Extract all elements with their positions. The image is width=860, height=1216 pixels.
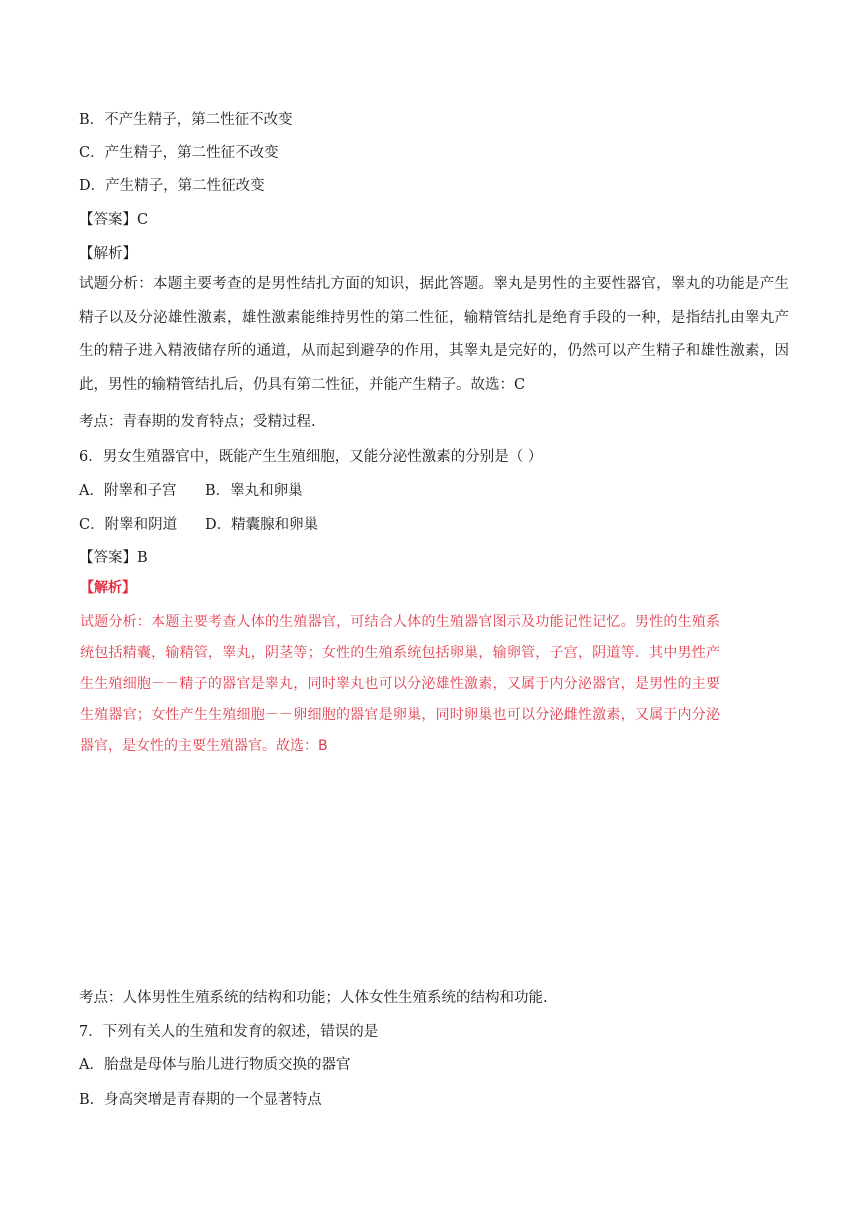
q5-option-d: D．产生精子，第二性征改变 xyxy=(79,178,265,194)
q6-options-row-2 xyxy=(79,514,319,536)
q5-kaodian: 考点：青春期的发育特点；受精过程. xyxy=(79,414,316,430)
q7-stem: 7．下列有关人的生殖和发育的叙述，错误的是 xyxy=(79,1024,379,1040)
q6-answer: 【答案】B xyxy=(79,550,148,566)
q5-analysis-text: 试题分析：本题主要考查的是男性结扎方面的知识，据此答题。睾丸是男性的主要性器官，睾丸的功能是产生精子以及分泌雄性激素，雄性激素能维持男性的第二性征，输精管结扎是绝育手段的一种，是指结扎由睾丸产生的精子进入精液储存所的通道，从而起到避孕的作用，其睾丸是完好的，仍然可以产生精子和雄性激素，因此，男性的输精管结扎后，仍具有第二性征，并能产生精子。故选：C xyxy=(79,276,789,393)
q5-option-c: C．产生精子，第二性征不改变 xyxy=(79,145,279,161)
q5-answer: 【答案】C xyxy=(79,212,149,228)
q6-options-row-1 xyxy=(79,480,303,502)
q6-analysis-title: 【解析】 xyxy=(80,580,136,596)
q5-option-b: B．不产生精子，第二性征不改变 xyxy=(79,112,293,128)
q6-option-c: C．附睾和阴道 xyxy=(79,517,178,533)
q7-option-a: A．胎盘是母体与胎儿进行物质交换的器官 xyxy=(79,1057,351,1073)
q6-kaodian: 考点：人体男性生殖系统的结构和功能；人体女性生殖系统的结构和功能. xyxy=(79,990,548,1006)
q6-stem: 6．男女生殖器官中，既能产生生殖细胞，又能分泌性激素的分别是（ ） xyxy=(79,449,543,465)
q6-option-a: A．附睾和子宫 xyxy=(79,483,177,499)
q7-option-b: B．身高突增是青春期的一个显著特点 xyxy=(79,1092,322,1108)
q6-option-d: D．精囊腺和卵巢 xyxy=(205,517,319,533)
q6-option-b: B．睾丸和卵巢 xyxy=(205,483,303,499)
q5-analysis-title: 【解析】 xyxy=(79,246,137,262)
q6-analysis-text: 试题分析：本题主要考查人体的生殖器官，可结合人体的生殖器官图示及功能记性记忆。男性的生殖系统包括精囊，输精管，睾丸，阴茎等；女性的生殖系统包括卵巢，输卵管，子宫，阴道等．其中男性产生生殖细胞－－精子的器官是睾丸，同时睾丸也可以分泌雄性激素，又属于内分泌器官，是男性的主要生殖器官；女性产生生殖细胞－－卵细胞的器官是卵巢，同时卵巢也可以分泌雌性激素，又属于内分泌器官，是女性的主要生殖器官。故选：B xyxy=(80,614,720,754)
